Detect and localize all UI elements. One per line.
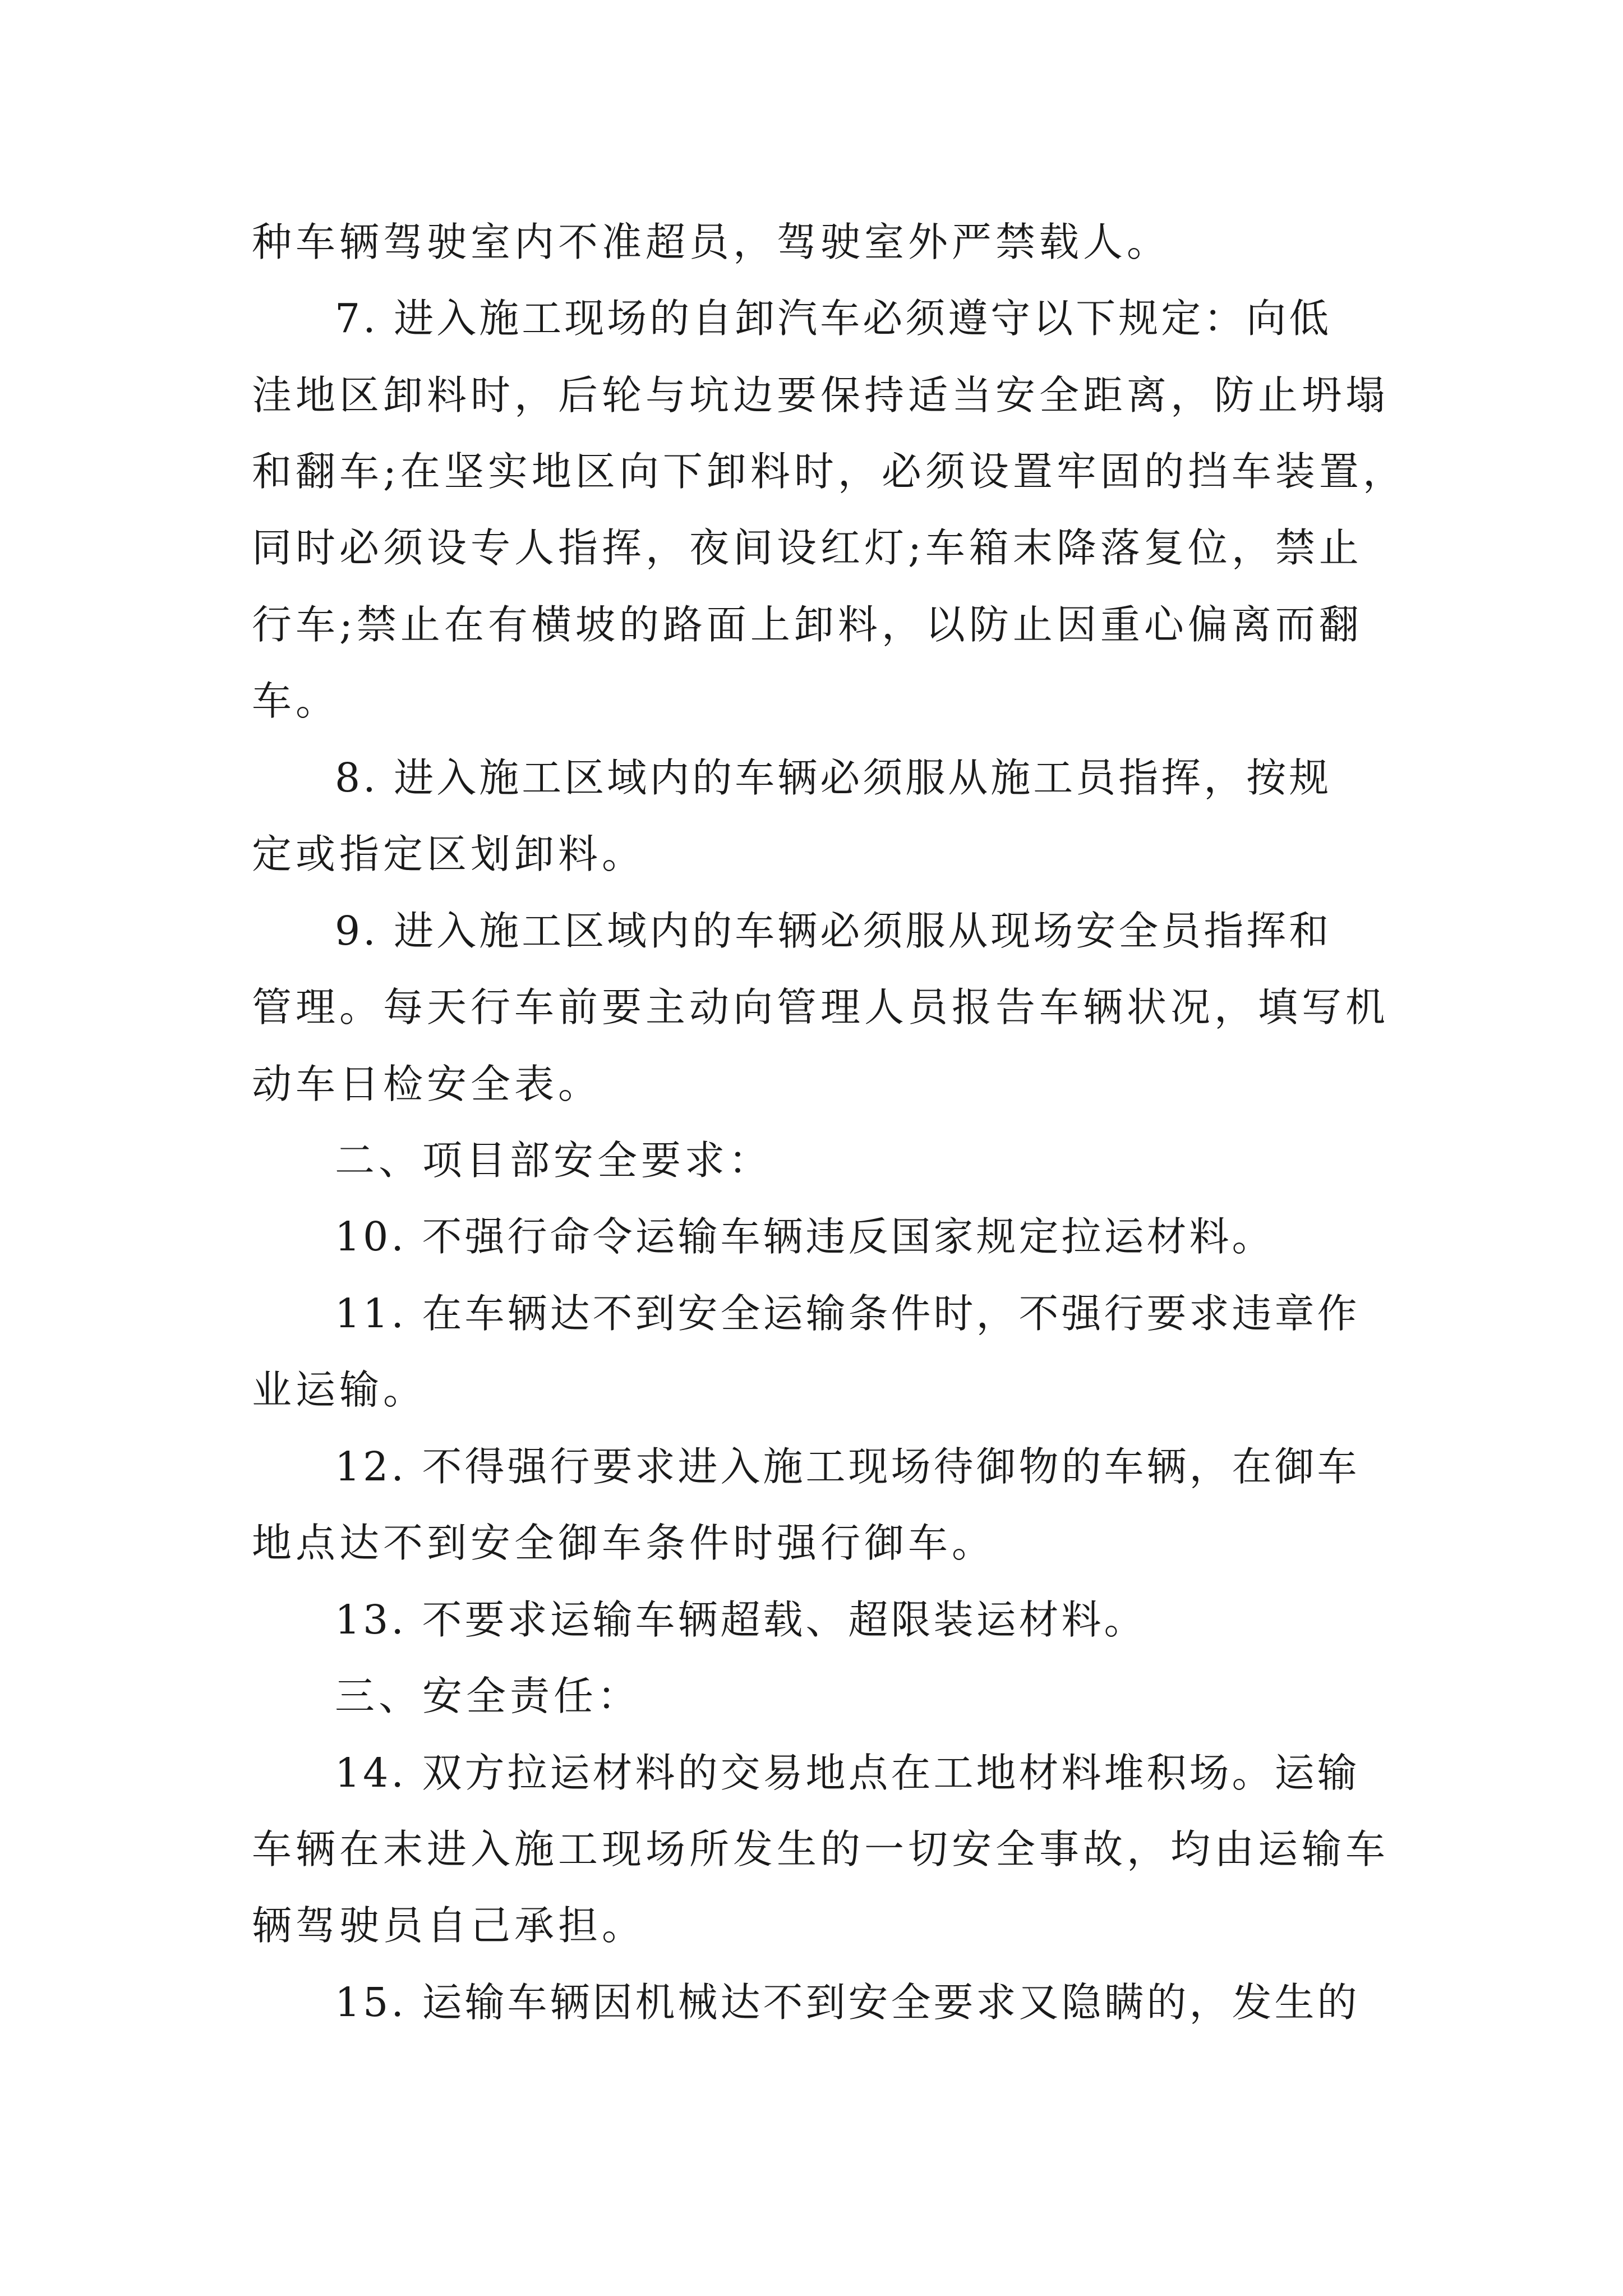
item-13-line: 13. 不要求运输车辆超载、超限装运材料。: [335, 1596, 1147, 1643]
section-heading-3: 三、安全责任：: [335, 1673, 642, 1719]
text-line: 业运输。: [252, 1366, 427, 1413]
text-line: 车。: [252, 678, 340, 724]
text-line: 动车日检安全表。: [252, 1061, 602, 1107]
text-line: 和翻车;在坚实地区向下卸料时，必须设置牢固的挡车装置，: [252, 448, 1407, 495]
item-7-line: 7. 进入施工现场的自卸汽车必须遵守以下规定：向低: [335, 295, 1332, 342]
text-line: 车辆在末进入施工现场所发生的一切安全事故，均由运输车: [252, 1826, 1390, 1872]
item-9-line: 9. 进入施工区域内的车辆必须服从现场安全员指挥和: [335, 908, 1332, 954]
item-10-line: 10. 不强行命令运输车辆违反国家规定拉运材料。: [335, 1213, 1275, 1260]
text-line: 定或指定区划卸料。: [252, 831, 646, 877]
text-line: 同时必须设专人指挥，夜间设红灯;车箱末降落复位，禁止: [252, 524, 1363, 571]
item-8-line: 8. 进入施工区域内的车辆必须服从施工员指挥，按规: [335, 754, 1332, 801]
item-11-line: 11. 在车辆达不到安全运输条件时，不强行要求违章作: [335, 1290, 1360, 1337]
text-line: 行车;禁止在有横坡的路面上卸料，以防止因重心偏离而翻: [252, 601, 1363, 648]
text-line: 地点达不到安全御车条件时强行御车。: [252, 1520, 996, 1566]
text-line: 种车辆驾驶室内不准超员，驾驶室外严禁载人。: [252, 219, 1171, 265]
text-line: 洼地区卸料时，后轮与坑边要保持适当安全距离，防止坍塌: [252, 372, 1390, 418]
section-heading-2: 二、项目部安全要求：: [335, 1137, 773, 1184]
text-line: 管理。每天行车前要主动向管理人员报告车辆状况，填写机: [252, 984, 1390, 1030]
item-12-line: 12. 不得强行要求进入施工现场待御物的车辆，在御车: [335, 1443, 1360, 1490]
item-15-line: 15. 运输车辆因机械达不到安全要求又隐瞒的，发生的: [335, 1979, 1360, 2026]
text-line: 辆驾驶员自己承担。: [252, 1902, 646, 1949]
item-14-line: 14. 双方拉运材料的交易地点在工地材料堆积场。运输: [335, 1750, 1360, 1796]
